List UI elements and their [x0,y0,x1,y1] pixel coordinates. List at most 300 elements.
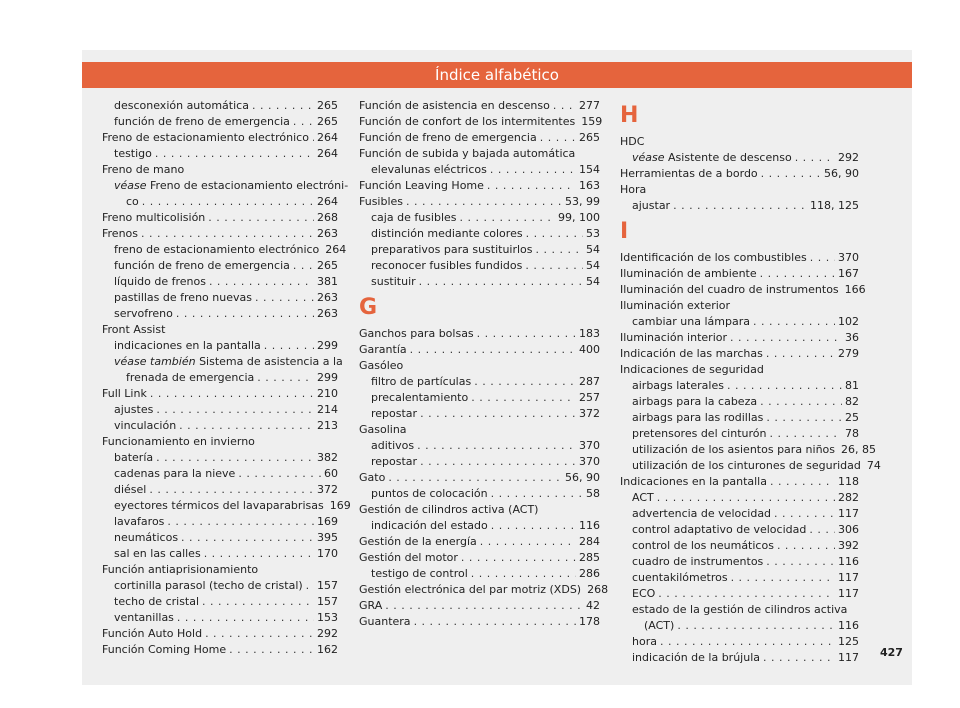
entry-page: 99, 100 [558,211,600,224]
entry-text: ECO [632,587,656,600]
index-entry [102,482,338,498]
entry-text: pretensores del cinturón [632,427,767,440]
entry-page: 265 [579,131,600,144]
index-entry [102,194,338,210]
dot-leader [461,550,576,566]
dot-leader [141,226,314,242]
index-entry [102,258,338,274]
entry-page: 372 [579,407,600,420]
entry-page: 117 [838,587,859,600]
dot-leader [229,642,314,658]
entry-text: Guantera [359,615,411,628]
dot-leader [474,374,576,390]
entry-text: control adaptativo de velocidad [632,523,807,536]
see-prefix: véase [632,151,665,164]
index-entry [620,198,859,214]
entry-page: 277 [579,99,600,112]
entry-text: cadenas para la nieve [114,467,236,480]
dot-leader [810,250,835,266]
entry-text: aditivos [371,439,415,452]
entry-page: 264 [317,131,338,144]
index-entry [359,242,600,258]
entry-page: 102 [838,315,859,328]
entry-page: 53, 99 [565,195,600,208]
entry-text: Iluminación de ambiente [620,267,757,280]
entry-text: eyectores térmicos del lavaparabrisas [114,499,324,512]
entry-text: Iluminación del cuadro de instrumentos [620,283,839,296]
index-entry [620,618,859,634]
index-entry [102,450,338,466]
entry-text: Herramientas de a bordo [620,167,758,180]
index-see-reference [102,354,343,370]
index-column-2 [359,98,609,630]
entry-page: 381 [317,275,338,288]
entry-page: 264 [317,195,338,208]
entry-page: 306 [838,523,859,536]
index-entry [359,598,600,614]
index-entry [359,454,600,470]
entry-page: 263 [317,291,338,304]
page-title: Índice alfabético [82,62,912,88]
index-entry [359,566,600,582]
section-letter: H [620,103,639,128]
entry-text: batería [114,451,154,464]
dot-leader [730,330,842,346]
dot-leader [202,594,314,610]
entry-text: Función Auto Hold [102,627,203,640]
entry-text: Iluminación interior [620,331,727,344]
dot-leader [420,406,576,422]
index-entry [102,418,338,434]
index-entry [620,554,859,570]
entry-text: indicación del estado [371,519,488,532]
entry-text: airbags laterales [632,379,724,392]
dot-leader [536,242,583,258]
entry-page: 183 [579,327,600,340]
entry-text: Gestión electrónica del par motriz (XDS) [359,583,582,596]
dot-leader [490,162,576,178]
index-heading: estado de la gestión de cilindros activa [632,603,848,616]
index-entry [102,274,338,290]
dot-leader [257,370,314,386]
index-heading: Funcionamiento en invierno [102,435,255,448]
entry-text: elevalunas eléctricos [371,163,487,176]
entry-page: 263 [317,227,338,240]
dot-leader [766,410,842,426]
entry-text: Función de confort de los intermitentes [359,115,576,128]
entry-page: 372 [317,483,338,496]
entry-page: 279 [838,347,859,360]
index-entry [620,410,859,426]
entry-page: 116 [579,519,600,532]
dot-leader [770,474,835,490]
dot-leader [406,194,562,210]
dot-leader [388,470,562,486]
entry-page: 287 [579,375,600,388]
dot-leader [491,518,576,534]
entry-page: 395 [317,531,338,544]
dot-leader [774,506,835,522]
index-heading: Hora [620,183,647,196]
entry-text: utilización de los cinturones de seguridad [632,459,861,472]
index-heading: Función antiaprisionamiento [102,563,259,576]
entry-text: pastillas de freno nuevas [114,291,252,304]
entry-text: (ACT) [644,619,675,632]
index-heading: Gasolina [359,423,407,436]
index-entry [620,474,859,490]
index-heading: Indicaciones de seguridad [620,363,764,376]
entry-text: control de los neumáticos [632,539,774,552]
dot-leader [769,426,842,442]
entry-text: airbags para la cabeza [632,395,758,408]
entry-text: Identificación de los combustibles [620,251,807,264]
index-entry [359,550,600,566]
index-see-reference [102,178,349,194]
index-entry [620,458,881,474]
index-entry [359,406,600,422]
see-target: Sistema de asistencia a la [199,355,343,368]
entry-text: distinción mediante colores [371,227,523,240]
entry-text: Gestión de la energía [359,535,477,548]
index-entry [102,578,338,594]
index-entry [359,258,600,274]
index-entry [102,226,338,242]
entry-page: 163 [579,179,600,192]
entry-text: puntos de colocación [371,487,488,500]
dot-leader [727,378,842,394]
index-entry [359,210,600,226]
entry-text: función de freno de emergencia [114,115,290,128]
dot-leader [487,178,576,194]
entry-page: 53 [586,227,600,240]
dot-leader [753,314,835,330]
index-heading: Iluminación exterior [620,299,731,312]
index-entry [620,314,859,330]
index-heading: Gasóleo [359,359,404,372]
dot-leader [471,566,576,582]
index-entry [620,330,859,346]
entry-page: 178 [579,615,600,628]
entry-page: 162 [317,643,338,656]
entry-page: 285 [579,551,600,564]
entry-text: reconocer fusibles fundidos [371,259,523,272]
index-entry [102,546,338,562]
dot-leader [673,198,807,214]
entry-text: cambiar una lámpara [632,315,750,328]
index-entry [102,386,338,402]
entry-page: 284 [579,535,600,548]
index-entry [359,486,600,502]
index-entry [102,290,338,306]
entry-text: indicación de la brújula [632,651,760,664]
entry-page: 292 [317,627,338,640]
index-entry [359,534,600,550]
entry-text: Indicación de las marchas [620,347,763,360]
dot-leader [312,130,314,146]
entry-page: 154 [579,163,600,176]
dot-leader [208,210,314,226]
index-entry [359,582,609,598]
entry-text: preparativos para sustituirlos [371,243,533,256]
entry-text: utilización de los asientos para niños [632,443,836,456]
index-entry [102,130,338,146]
entry-page: 157 [317,579,338,592]
entry-page: 81 [845,379,859,392]
dot-leader [795,150,835,166]
entry-text: indicaciones en la pantalla [114,339,261,352]
index-heading: HDC [620,135,645,148]
index-entry [359,98,600,114]
index-entry [359,342,600,358]
dot-leader [809,522,835,538]
entry-text: sal en las calles [114,547,201,560]
entry-text: Full Link [102,387,147,400]
entry-text: Ganchos para bolsas [359,327,474,340]
entry-page: 56, 90 [824,167,859,180]
entry-page: 157 [317,595,338,608]
dot-leader [252,98,314,114]
entry-text: freno de estacionamiento electrónico [114,243,320,256]
entry-text: advertencia de velocidad [632,507,772,520]
index-entry [359,438,600,454]
index-entry [620,634,859,650]
section-letter: G [359,295,378,320]
section-letter: I [620,219,629,244]
index-entry [359,162,600,178]
index-entry [620,490,859,506]
entry-page: 268 [317,211,338,224]
index-heading: Front Assist [102,323,166,336]
entry-page: 210 [317,387,338,400]
dot-leader [471,390,576,406]
entry-text: ajustes [114,403,154,416]
entry-page: 153 [317,611,338,624]
dot-leader [766,554,835,570]
entry-text: cortinilla parasol (techo de cristal) [114,579,303,592]
index-entry [102,498,351,514]
index-entry [102,466,338,482]
dot-leader [525,258,583,274]
entry-text: Freno de estacionamiento electrónico [102,131,309,144]
entry-page: 116 [838,555,859,568]
dot-leader [156,402,314,418]
entry-page: 78 [845,427,859,440]
dot-leader [293,258,314,274]
entry-text: techo de cristal [114,595,200,608]
index-entry [620,506,859,522]
dot-leader [460,210,556,226]
entry-text: caja de fusibles [371,211,457,224]
entry-page: 299 [317,339,338,352]
see-target: Freno de estacionamiento electróni- [150,179,349,192]
index-entry [102,306,338,322]
index-entry [359,390,600,406]
dot-leader [177,610,314,626]
dot-leader [179,418,314,434]
index-column-1 [102,98,351,658]
dot-leader [417,438,576,454]
index-entry [620,150,859,166]
index-entry [102,402,338,418]
dot-leader [419,274,583,290]
entry-text: Garantía [359,343,407,356]
see-prefix: véase también [114,355,196,368]
entry-page: 292 [838,151,859,164]
entry-text: ventanillas [114,611,174,624]
index-entry [359,614,600,630]
index-entry [359,326,600,342]
dot-leader [176,306,314,322]
dot-leader [167,514,314,530]
entry-text: testigo [114,147,152,160]
index-entry [102,98,338,114]
entry-text: Gestión del motor [359,551,458,564]
entry-text: Frenos [102,227,139,240]
index-entry [359,470,600,486]
entry-page: 169 [317,515,338,528]
dot-leader [477,326,576,342]
entry-page: 370 [579,455,600,468]
dot-leader [293,114,314,130]
entry-text: testigo de control [371,567,468,580]
entry-page: 257 [579,391,600,404]
see-prefix: véase [114,179,147,192]
index-entry [102,370,338,386]
entry-text: Función Coming Home [102,643,227,656]
dot-leader [677,618,835,634]
see-target: Asistente de descenso [668,151,792,164]
entry-page: 117 [838,651,859,664]
entry-page: 117 [838,507,859,520]
index-entry [620,378,859,394]
entry-text: Freno multicolisión [102,211,206,224]
entry-page: 56, 90 [565,471,600,484]
index-entry [102,594,338,610]
entry-page: 214 [317,403,338,416]
entry-text: Función Leaving Home [359,179,484,192]
entry-text: neumáticos [114,531,179,544]
entry-page: 400 [579,343,600,356]
index-entry [620,166,859,182]
entry-page: 58 [586,487,600,500]
index-entry [620,650,859,666]
dot-leader [255,290,314,306]
index-column-3 [620,98,881,666]
entry-page: 36 [845,331,859,344]
index-entry [620,346,859,362]
entry-page: 264 [325,243,347,256]
entry-text: cuadro de instrumentos [632,555,764,568]
index-entry [359,178,600,194]
entry-text: cuentakilómetros [632,571,728,584]
entry-page: 117 [838,571,859,584]
entry-page: 42 [586,599,600,612]
entry-text: Gato [359,471,386,484]
page-number: 427 [880,646,903,659]
entry-text: hora [632,635,657,648]
dot-leader [264,338,314,354]
entry-page: 382 [317,451,338,464]
entry-page: 170 [317,547,338,560]
index-entry [102,210,338,226]
index-entry [620,538,859,554]
index-entry [620,266,859,282]
index-entry [102,626,338,642]
dot-leader [658,586,835,602]
entry-text: Función de freno de emergencia [359,131,537,144]
entry-text: servofreno [114,307,173,320]
dot-leader [763,650,835,666]
entry-page: 286 [579,567,600,580]
index-entry [102,146,338,162]
entry-page: 282 [838,491,859,504]
index-entry [359,194,600,210]
entry-page: 26, 85 [841,443,877,456]
entry-text: función de freno de emergencia [114,259,290,272]
entry-page: 263 [317,307,338,320]
entry-text: Indicaciones en la pantalla [620,475,767,488]
dot-leader [760,394,842,410]
entry-text: co [126,195,139,208]
dot-leader [410,342,576,358]
entry-text: filtro de partículas [371,375,472,388]
index-entry [359,274,600,290]
dot-leader [540,130,576,146]
entry-page: 159 [581,115,603,128]
index-entry [620,426,859,442]
entry-text: líquido de frenos [114,275,206,288]
index-entry [102,514,338,530]
entry-page: 82 [845,395,859,408]
entry-page: 370 [838,251,859,264]
entry-page: 167 [838,267,859,280]
entry-text: ajustar [632,199,671,212]
index-entry [620,282,866,298]
index-entry [102,610,338,626]
index-entry [102,530,338,546]
entry-text: Fusibles [359,195,404,208]
index-entry [620,586,859,602]
dot-leader [660,634,835,650]
entry-page: 268 [587,583,609,596]
entry-page: 213 [317,419,338,432]
dot-leader [526,226,583,242]
dot-leader [553,98,576,114]
entry-page: 118, 125 [810,199,859,212]
index-entry [620,394,859,410]
index-entry [102,242,347,258]
index-heading: Gestión de cilindros activa (ACT) [359,503,539,516]
entry-page: 370 [579,439,600,452]
entry-page: 74 [866,459,881,472]
index-entry [359,114,603,130]
entry-page: 54 [586,275,600,288]
entry-text: lavafaros [114,515,165,528]
entry-page: 54 [586,259,600,272]
dot-leader [149,482,314,498]
dot-leader [761,166,821,182]
entry-page: 265 [317,259,338,272]
dot-leader [181,530,314,546]
entry-page: 25 [845,411,859,424]
index-entry [359,226,600,242]
index-entry [102,642,338,658]
dot-leader [238,466,321,482]
entry-text: vinculación [114,419,177,432]
dot-leader [480,534,576,550]
index-entry [359,374,600,390]
dot-leader [306,578,314,594]
